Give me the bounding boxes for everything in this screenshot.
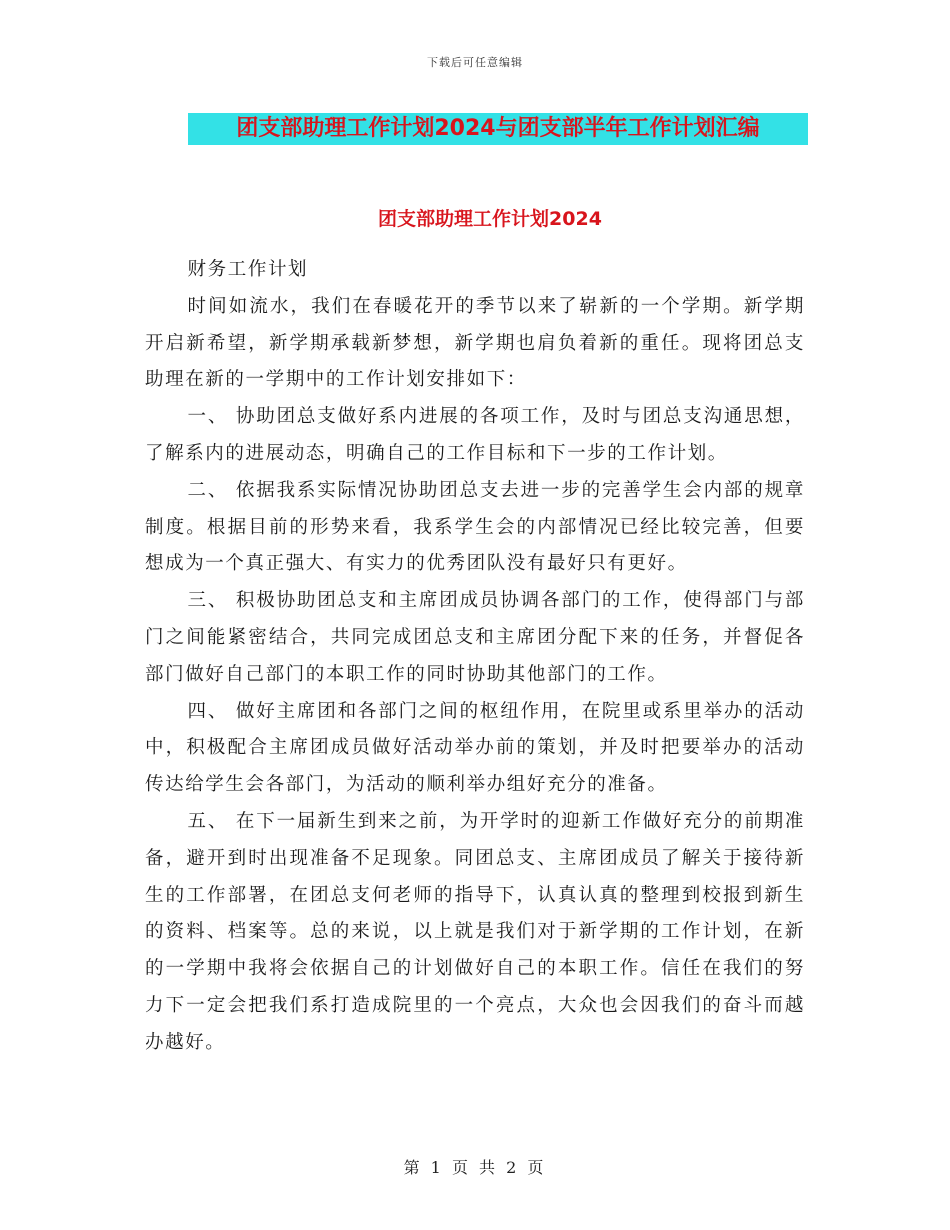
paragraph-item-2: 二、 依据我系实际情况协助团总支去进一步的完善学生会内部的规章制度。根据目前的形势来看，我系学生会的内部情况已经比较完善，但要想成为一个真正强大、有实力的优秀团队没有最好只有更好。 <box>145 479 805 575</box>
paragraph-item-5: 五、 在下一届新生到来之前，为开学时的迎新工作做好充分的前期准备，避开到时出现准备不足现象。同团总支、主席团成员了解关于接待新生的工作部署，在团总支何老师的指导下，认真认真的整理到校报到新生的资料、档案等。总的来说，以上就是我们对于新学期的工作计划，在新的一学期中我将会依据自己的计划做好自己的本职工作。信任在我们的努力下一定会把我们系打造成院里的一个亮点，大众也会因我们的奋斗而越办越好。 <box>145 810 805 1053</box>
paragraph-section-label: 财务工作计划 <box>187 259 309 280</box>
paragraph-item-1: 一、 协助团总支做好系内进展的各项工作，及时与团总支沟通思想，了解系内的进展动态，明确自己的工作目标和下一步的工作计划。 <box>145 406 805 464</box>
header-note: 下载后可任意编辑 <box>427 56 523 69</box>
sub-title: 团支部助理工作计划2024 <box>378 208 602 230</box>
paragraph-item-3: 三、 积极协助团总支和主席团成员协调各部门的工作，使得部门与部门之间能紧密结合，共同完成团总支和主席团分配下来的任务，并督促各部门做好自己部门的本职工作的同时协助其他部门的工作。 <box>145 590 805 685</box>
body-text <box>145 252 805 1062</box>
paragraph-intro: 时间如流水，我们在春暖花开的季节以来了崭新的一个学期。新学期开启新希望，新学期承载新梦想，新学期也肩负着新的重任。现将团总支助理在新的一学期中的工作计划安排如下： <box>145 295 805 391</box>
main-title: 团支部助理工作计划2024与团支部半年工作计划汇编 <box>236 116 760 141</box>
page-number-footer: 第 1 页 共 2 页 <box>403 1158 547 1177</box>
paragraph-item-4: 四、 做好主席团和各部门之间的枢纽作用，在院里或系里举办的活动中，积极配合主席团成员做好活动举办前的策划，并及时把要举办的活动传达给学生会各部门，为活动的顺利举办组好充分的准备。 <box>145 700 805 796</box>
